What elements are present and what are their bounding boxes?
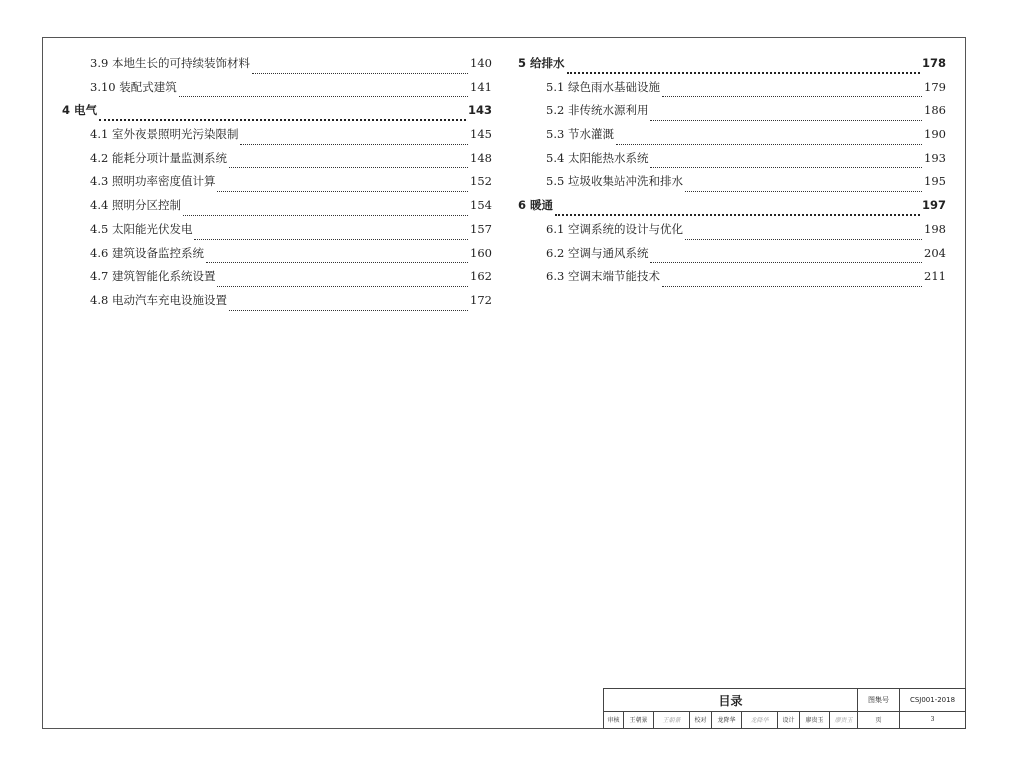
toc-entry-title: 4.1 室外夜景照明光污染限制 [90,127,239,142]
toc-entry-title: 5.2 非传统水源利用 [546,103,649,118]
toc-entry-page-number: 154 [470,198,492,213]
toc-entry-title: 6.2 空调与通风系统 [546,245,649,260]
toc-entry-title: 6 暖通 [518,198,554,213]
reviewer-cell [624,711,654,728]
toc-entry-page-number: 178 [921,56,946,70]
atlas-no-label-cell [858,689,900,711]
toc-dot-leader [229,309,468,311]
toc-entry-page-number: 141 [470,79,492,94]
page-number: 3 [930,716,935,723]
toc-entry-title: 5.1 绿色雨水基础设施 [546,79,660,94]
toc-entry-page-number: 157 [470,221,492,236]
toc-dot-leader [217,285,468,287]
toc-section-entry[interactable] [62,150,492,174]
toc-section-entry[interactable] [518,173,946,197]
check-signature: 龙降华 [750,717,769,724]
toc-dot-leader [685,190,922,192]
toc-entry-title: 5.4 太阳能热水系统 [546,150,649,165]
toc-entry-title: 3.9 本地生长的可持续装饰材料 [90,56,250,70]
toc-entry-page-number: 148 [470,150,492,165]
toc-entry-page-number: 143 [467,103,492,118]
toc-section-entry[interactable] [62,126,492,150]
toc-entry-page-number: 197 [921,198,946,213]
toc-right-column [518,55,946,292]
toc-entry-page-number: 186 [924,103,946,118]
toc-entry-title: 5 给排水 [518,56,565,70]
checker-cell [712,711,742,728]
design-signature: 廖贵玉 [834,717,853,724]
toc-entry-page-number: 211 [924,269,946,284]
toc-dot-leader [252,72,468,74]
page-no-cell [900,711,965,728]
toc-dot-leader [650,119,922,121]
toc-section-entry[interactable] [62,79,492,103]
toc-entry-title: 4.5 太阳能光伏发电 [90,221,193,236]
toc-entry-page-number: 140 [470,56,492,70]
toc-section-entry[interactable] [518,102,946,126]
toc-entry-page-number: 193 [924,150,946,165]
toc-dot-leader [183,214,468,216]
toc-dot-leader [662,95,922,97]
check-label-cell [690,711,712,728]
toc-entry-page-number: 198 [924,221,946,236]
atlas-no-cell [900,689,965,711]
toc-entry-page-number: 195 [924,174,946,189]
title-block-bottom-row [604,711,965,728]
toc-section-entry[interactable] [62,173,492,197]
toc-entry-title: 4.2 能耗分项计量监测系统 [90,150,227,165]
design-signature-cell [830,711,858,728]
toc-dot-leader [206,261,468,263]
toc-dot-leader [99,118,466,121]
toc-entry-title: 4 电气 [62,103,98,118]
toc-section-entry[interactable] [518,245,946,269]
toc-entry-page-number: 152 [470,174,492,189]
toc-dot-leader [229,166,468,168]
toc-entry-title: 4.3 照明功率密度值计算 [90,174,216,189]
reviewer-name: 王朝景 [629,717,648,724]
toc-left-column [62,55,492,316]
toc-dot-leader [616,143,922,145]
toc-section-entry[interactable] [518,126,946,150]
toc-dot-leader [650,166,922,168]
toc-dot-leader [555,213,920,216]
review-label-cell [604,711,624,728]
toc-chapter-entry[interactable] [518,197,946,221]
check-signature-cell [742,711,778,728]
toc-entry-title: 4.7 建筑智能化系统设置 [90,269,216,284]
toc-section-entry[interactable] [62,221,492,245]
toc-dot-leader [567,71,920,74]
toc-entry-title: 4.8 电动汽车充电设施设置 [90,292,227,307]
toc-section-entry[interactable] [518,268,946,292]
toc-chapter-entry[interactable] [62,102,492,126]
toc-section-entry[interactable] [518,79,946,103]
toc-section-entry[interactable] [62,268,492,292]
review-signature: 王朝景 [662,717,681,724]
toc-dot-leader [662,285,922,287]
designer-name: 廖贵玉 [805,717,824,724]
toc-entry-page-number: 162 [470,269,492,284]
toc-dot-leader [650,261,922,263]
toc-entry-page-number: 204 [924,245,946,260]
toc-entry-title: 4.6 建筑设备监控系统 [90,245,204,260]
toc-chapter-entry[interactable] [518,55,946,79]
toc-entry-title: 4.4 照明分区控制 [90,198,181,213]
designer-cell [800,711,830,728]
toc-entry-page-number: 172 [470,292,492,307]
toc-entry-title: 6.3 空调末端节能技术 [546,269,660,284]
toc-section-entry[interactable] [62,292,492,316]
toc-entry-title: 3.10 装配式建筑 [90,79,177,94]
toc-section-entry[interactable] [518,221,946,245]
design-label-cell [778,711,800,728]
toc-dot-leader [685,238,922,240]
toc-entry-title: 6.1 空调系统的设计与优化 [546,221,683,236]
toc-dot-leader [240,143,468,145]
toc-entry-page-number: 190 [924,127,946,142]
check-label: 校对 [694,717,707,724]
toc-dot-leader [179,95,468,97]
drawing-title-cell [604,689,858,711]
design-label: 设计 [782,717,795,724]
toc-entry-page-number: 145 [470,127,492,142]
atlas-no-label: 图集号 [868,696,889,704]
page-label-cell [858,711,900,728]
title-block-top-row [604,689,965,712]
toc-section-entry[interactable] [62,245,492,269]
review-label: 审核 [607,717,620,724]
toc-entry-title: 5.5 垃圾收集站冲洗和排水 [546,174,683,189]
drawing-title: 目录 [718,693,743,708]
toc-entry-page-number: 179 [924,79,946,94]
toc-section-entry[interactable] [518,150,946,174]
page-label: 页 [875,717,882,724]
toc-entry-title: 5.3 节水灌溉 [546,127,614,142]
toc-dot-leader [194,238,468,240]
toc-section-entry[interactable] [62,197,492,221]
toc-entry-page-number: 160 [470,245,492,260]
atlas-no: CSJ001-2018 [909,696,956,704]
toc-dot-leader [217,190,468,192]
checker-name: 龙降华 [717,717,736,724]
toc-section-entry[interactable] [62,55,492,79]
review-signature-cell [654,711,690,728]
title-block [603,688,966,729]
